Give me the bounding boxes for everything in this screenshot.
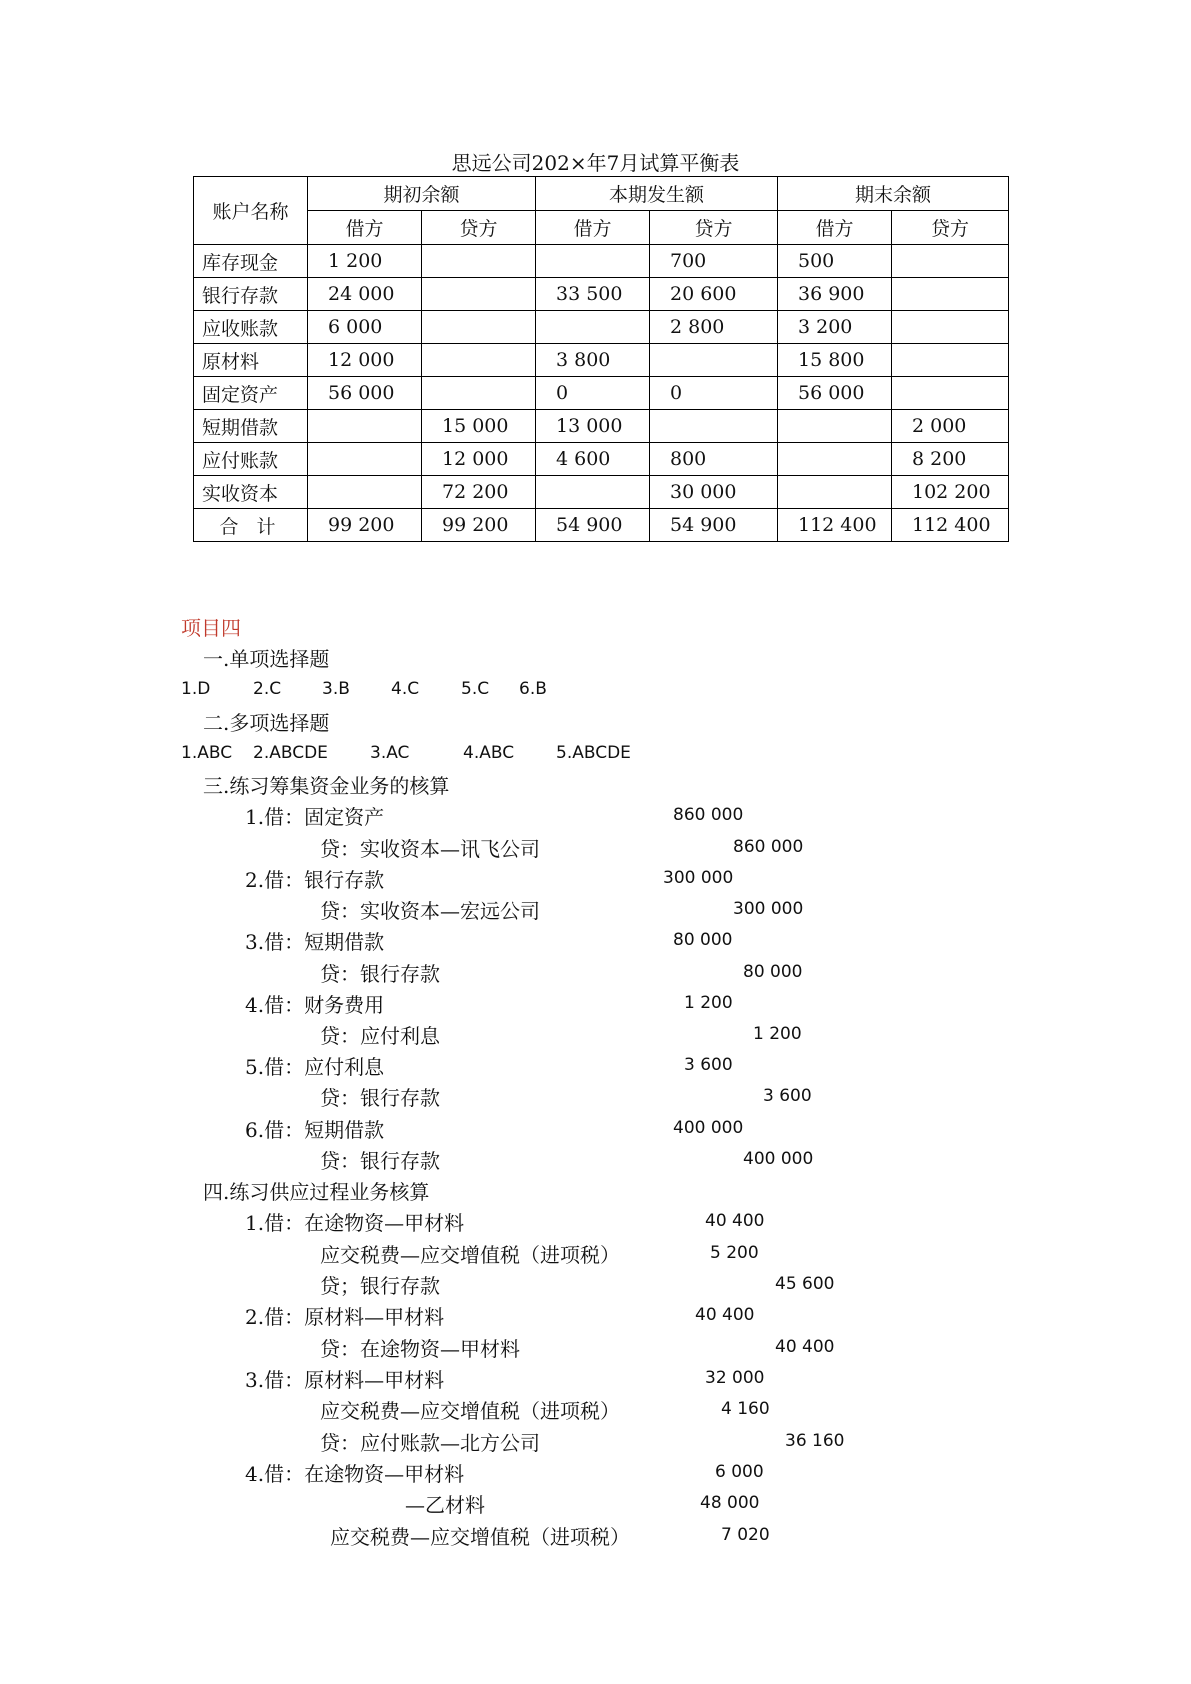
amount-cell	[778, 476, 892, 509]
amount-cell: 112 400	[892, 509, 1009, 542]
amount-cell	[892, 245, 1009, 278]
entry-amount: 400 000	[673, 1118, 744, 1138]
amount-cell: 15 000	[422, 410, 536, 443]
amount-cell	[778, 443, 892, 476]
entry-debit-line: 3.借：短期借款	[245, 930, 385, 954]
amount-cell	[308, 410, 422, 443]
side-header: 贷方	[422, 211, 536, 245]
amount-cell: 33 500	[536, 278, 650, 311]
multi-choice-answer: 5.ABCDE	[556, 743, 631, 763]
entry-amount: 32 000	[705, 1368, 765, 1388]
entry-debit-line: 应交税费—应交增值税（进项税）	[330, 1525, 630, 1549]
account-name-cell: 应付账款	[194, 443, 308, 476]
multi-choice-answer: 2.ABCDE	[253, 743, 328, 763]
account-name-header: 账户名称	[194, 177, 308, 245]
entry-amount: 48 000	[700, 1493, 760, 1513]
multi-choice-answer: 3.AC	[370, 743, 410, 763]
single-choice-answer: 6.B	[519, 679, 547, 699]
entry-amount: 80 000	[743, 962, 803, 982]
entry-amount: 400 000	[743, 1149, 814, 1169]
amount-cell: 54 900	[650, 509, 778, 542]
amount-cell: 30 000	[650, 476, 778, 509]
entry-amount: 45 600	[775, 1274, 835, 1294]
entry-credit-line: 贷：银行存款	[320, 1149, 440, 1173]
amount-cell: 800	[650, 443, 778, 476]
amount-cell: 72 200	[422, 476, 536, 509]
amount-cell	[422, 377, 536, 410]
entry-debit-line: 5.借：应付利息	[245, 1055, 385, 1079]
single-choice-answer: 2.C	[253, 679, 282, 699]
amount-cell: 24 000	[308, 278, 422, 311]
entry-debit-line: 2.借：原材料—甲材料	[245, 1305, 445, 1329]
amount-cell: 2 000	[892, 410, 1009, 443]
trial-balance-table	[193, 176, 1009, 542]
amount-cell	[892, 344, 1009, 377]
amount-cell	[650, 344, 778, 377]
entry-credit-line: 贷：应付账款—北方公司	[320, 1431, 540, 1455]
amount-cell: 15 800	[778, 344, 892, 377]
group-header-opening: 期初余额	[308, 177, 536, 211]
entry-credit-line: 贷：银行存款	[320, 1086, 440, 1110]
project-heading: 项目四	[181, 616, 241, 640]
amount-cell: 8 200	[892, 443, 1009, 476]
entry-amount: 40 400	[695, 1305, 755, 1325]
group-header-closing: 期末余额	[778, 177, 1009, 211]
amount-cell: 56 000	[308, 377, 422, 410]
entry-amount: 1 200	[753, 1024, 802, 1044]
entry-amount: 80 000	[673, 930, 733, 950]
account-name-cell: 原材料	[194, 344, 308, 377]
amount-cell: 3 200	[778, 311, 892, 344]
amount-cell	[536, 311, 650, 344]
account-name-cell: 实收资本	[194, 476, 308, 509]
amount-cell	[892, 311, 1009, 344]
entry-debit-line: 应交税费—应交增值税（进项税）	[320, 1399, 620, 1423]
account-name-cell: 应收账款	[194, 311, 308, 344]
amount-cell	[892, 278, 1009, 311]
entry-debit-line: 1.借：在途物资—甲材料	[245, 1211, 465, 1235]
amount-cell	[422, 311, 536, 344]
table-row	[194, 344, 1009, 377]
amount-cell: 112 400	[778, 509, 892, 542]
table-header-sides	[194, 211, 1009, 245]
account-name-cell: 银行存款	[194, 278, 308, 311]
account-name-cell: 合 计	[194, 509, 308, 542]
entry-amount: 40 400	[705, 1211, 765, 1231]
entry-debit-line: 4.借：在途物资—甲材料	[245, 1462, 465, 1486]
single-choice-answer: 5.C	[461, 679, 490, 699]
group-header-period: 本期发生额	[536, 177, 778, 211]
entry-amount: 3 600	[763, 1086, 812, 1106]
amount-cell: 12 000	[308, 344, 422, 377]
entry-credit-line: 贷：实收资本—宏远公司	[320, 899, 540, 923]
amount-cell	[536, 245, 650, 278]
section-single-choice-title: 一.单项选择题	[203, 647, 330, 671]
entry-amount: 5 200	[710, 1243, 759, 1263]
amount-cell: 12 000	[422, 443, 536, 476]
amount-cell	[536, 476, 650, 509]
amount-cell: 54 900	[536, 509, 650, 542]
table-row	[194, 377, 1009, 410]
entry-debit-line: 1.借：固定资产	[245, 805, 385, 829]
multi-choice-answer: 4.ABC	[463, 743, 515, 763]
section-multi-choice-title: 二.多项选择题	[203, 711, 330, 735]
entry-debit-line: 6.借：短期借款	[245, 1118, 385, 1142]
single-choice-answer: 4.C	[391, 679, 420, 699]
table-row	[194, 509, 1009, 542]
amount-cell: 1 200	[308, 245, 422, 278]
amount-cell	[650, 410, 778, 443]
amount-cell: 2 800	[650, 311, 778, 344]
amount-cell: 20 600	[650, 278, 778, 311]
amount-cell: 13 000	[536, 410, 650, 443]
amount-cell: 56 000	[778, 377, 892, 410]
amount-cell: 500	[778, 245, 892, 278]
amount-cell: 36 900	[778, 278, 892, 311]
amount-cell	[422, 278, 536, 311]
amount-cell: 3 800	[536, 344, 650, 377]
entry-amount: 4 160	[721, 1399, 770, 1419]
entry-debit-line: 应交税费—应交增值税（进项税）	[320, 1243, 620, 1267]
multi-choice-answer: 1.ABC	[181, 743, 233, 763]
entry-amount: 6 000	[715, 1462, 764, 1482]
table-row	[194, 311, 1009, 344]
entry-amount: 3 600	[684, 1055, 733, 1075]
amount-cell: 99 200	[308, 509, 422, 542]
entry-amount: 860 000	[733, 837, 804, 857]
side-header: 借方	[536, 211, 650, 245]
entry-amount: 36 160	[785, 1431, 845, 1451]
table-row	[194, 476, 1009, 509]
single-choice-answer: 3.B	[322, 679, 350, 699]
side-header: 借方	[778, 211, 892, 245]
side-header: 贷方	[650, 211, 778, 245]
amount-cell: 99 200	[422, 509, 536, 542]
single-choice-answer: 1.D	[181, 679, 211, 699]
amount-cell	[778, 410, 892, 443]
amount-cell	[422, 245, 536, 278]
amount-cell	[422, 344, 536, 377]
side-header: 借方	[308, 211, 422, 245]
entry-credit-line: 贷：应付利息	[320, 1024, 440, 1048]
table-row	[194, 278, 1009, 311]
table-row	[194, 443, 1009, 476]
entry-amount: 7 020	[721, 1525, 770, 1545]
amount-cell	[308, 476, 422, 509]
section-supply-title: 四.练习供应过程业务核算	[203, 1180, 430, 1204]
side-header: 贷方	[892, 211, 1009, 245]
entry-debit-line: 3.借：原材料—甲材料	[245, 1368, 445, 1392]
amount-cell	[892, 377, 1009, 410]
account-name-cell: 短期借款	[194, 410, 308, 443]
table-header-groups	[194, 177, 1009, 211]
amount-cell: 6 000	[308, 311, 422, 344]
section-financing-title: 三.练习筹集资金业务的核算	[203, 774, 450, 798]
table-title: 思远公司202×年7月试算平衡表	[451, 151, 740, 175]
entry-amount: 1 200	[684, 993, 733, 1013]
entry-amount: 40 400	[775, 1337, 835, 1357]
amount-cell: 102 200	[892, 476, 1009, 509]
entry-debit-line: 4.借：财务费用	[245, 993, 385, 1017]
entry-debit-line: 2.借：银行存款	[245, 868, 385, 892]
entry-amount: 300 000	[733, 899, 804, 919]
amount-cell: 4 600	[536, 443, 650, 476]
amount-cell: 700	[650, 245, 778, 278]
entry-amount: 860 000	[673, 805, 744, 825]
table-row	[194, 410, 1009, 443]
amount-cell	[308, 443, 422, 476]
table-row	[194, 245, 1009, 278]
entry-credit-line: 贷：银行存款	[320, 962, 440, 986]
entry-credit-line: 贷：在途物资—甲材料	[320, 1337, 520, 1361]
entry-credit-line: 贷：实收资本—讯飞公司	[320, 837, 540, 861]
entry-credit-line: 贷；银行存款	[320, 1274, 440, 1298]
amount-cell: 0	[536, 377, 650, 410]
account-name-cell: 固定资产	[194, 377, 308, 410]
account-name-cell: 库存现金	[194, 245, 308, 278]
amount-cell: 0	[650, 377, 778, 410]
entry-debit-line: —乙材料	[405, 1493, 485, 1517]
entry-amount: 300 000	[663, 868, 734, 888]
